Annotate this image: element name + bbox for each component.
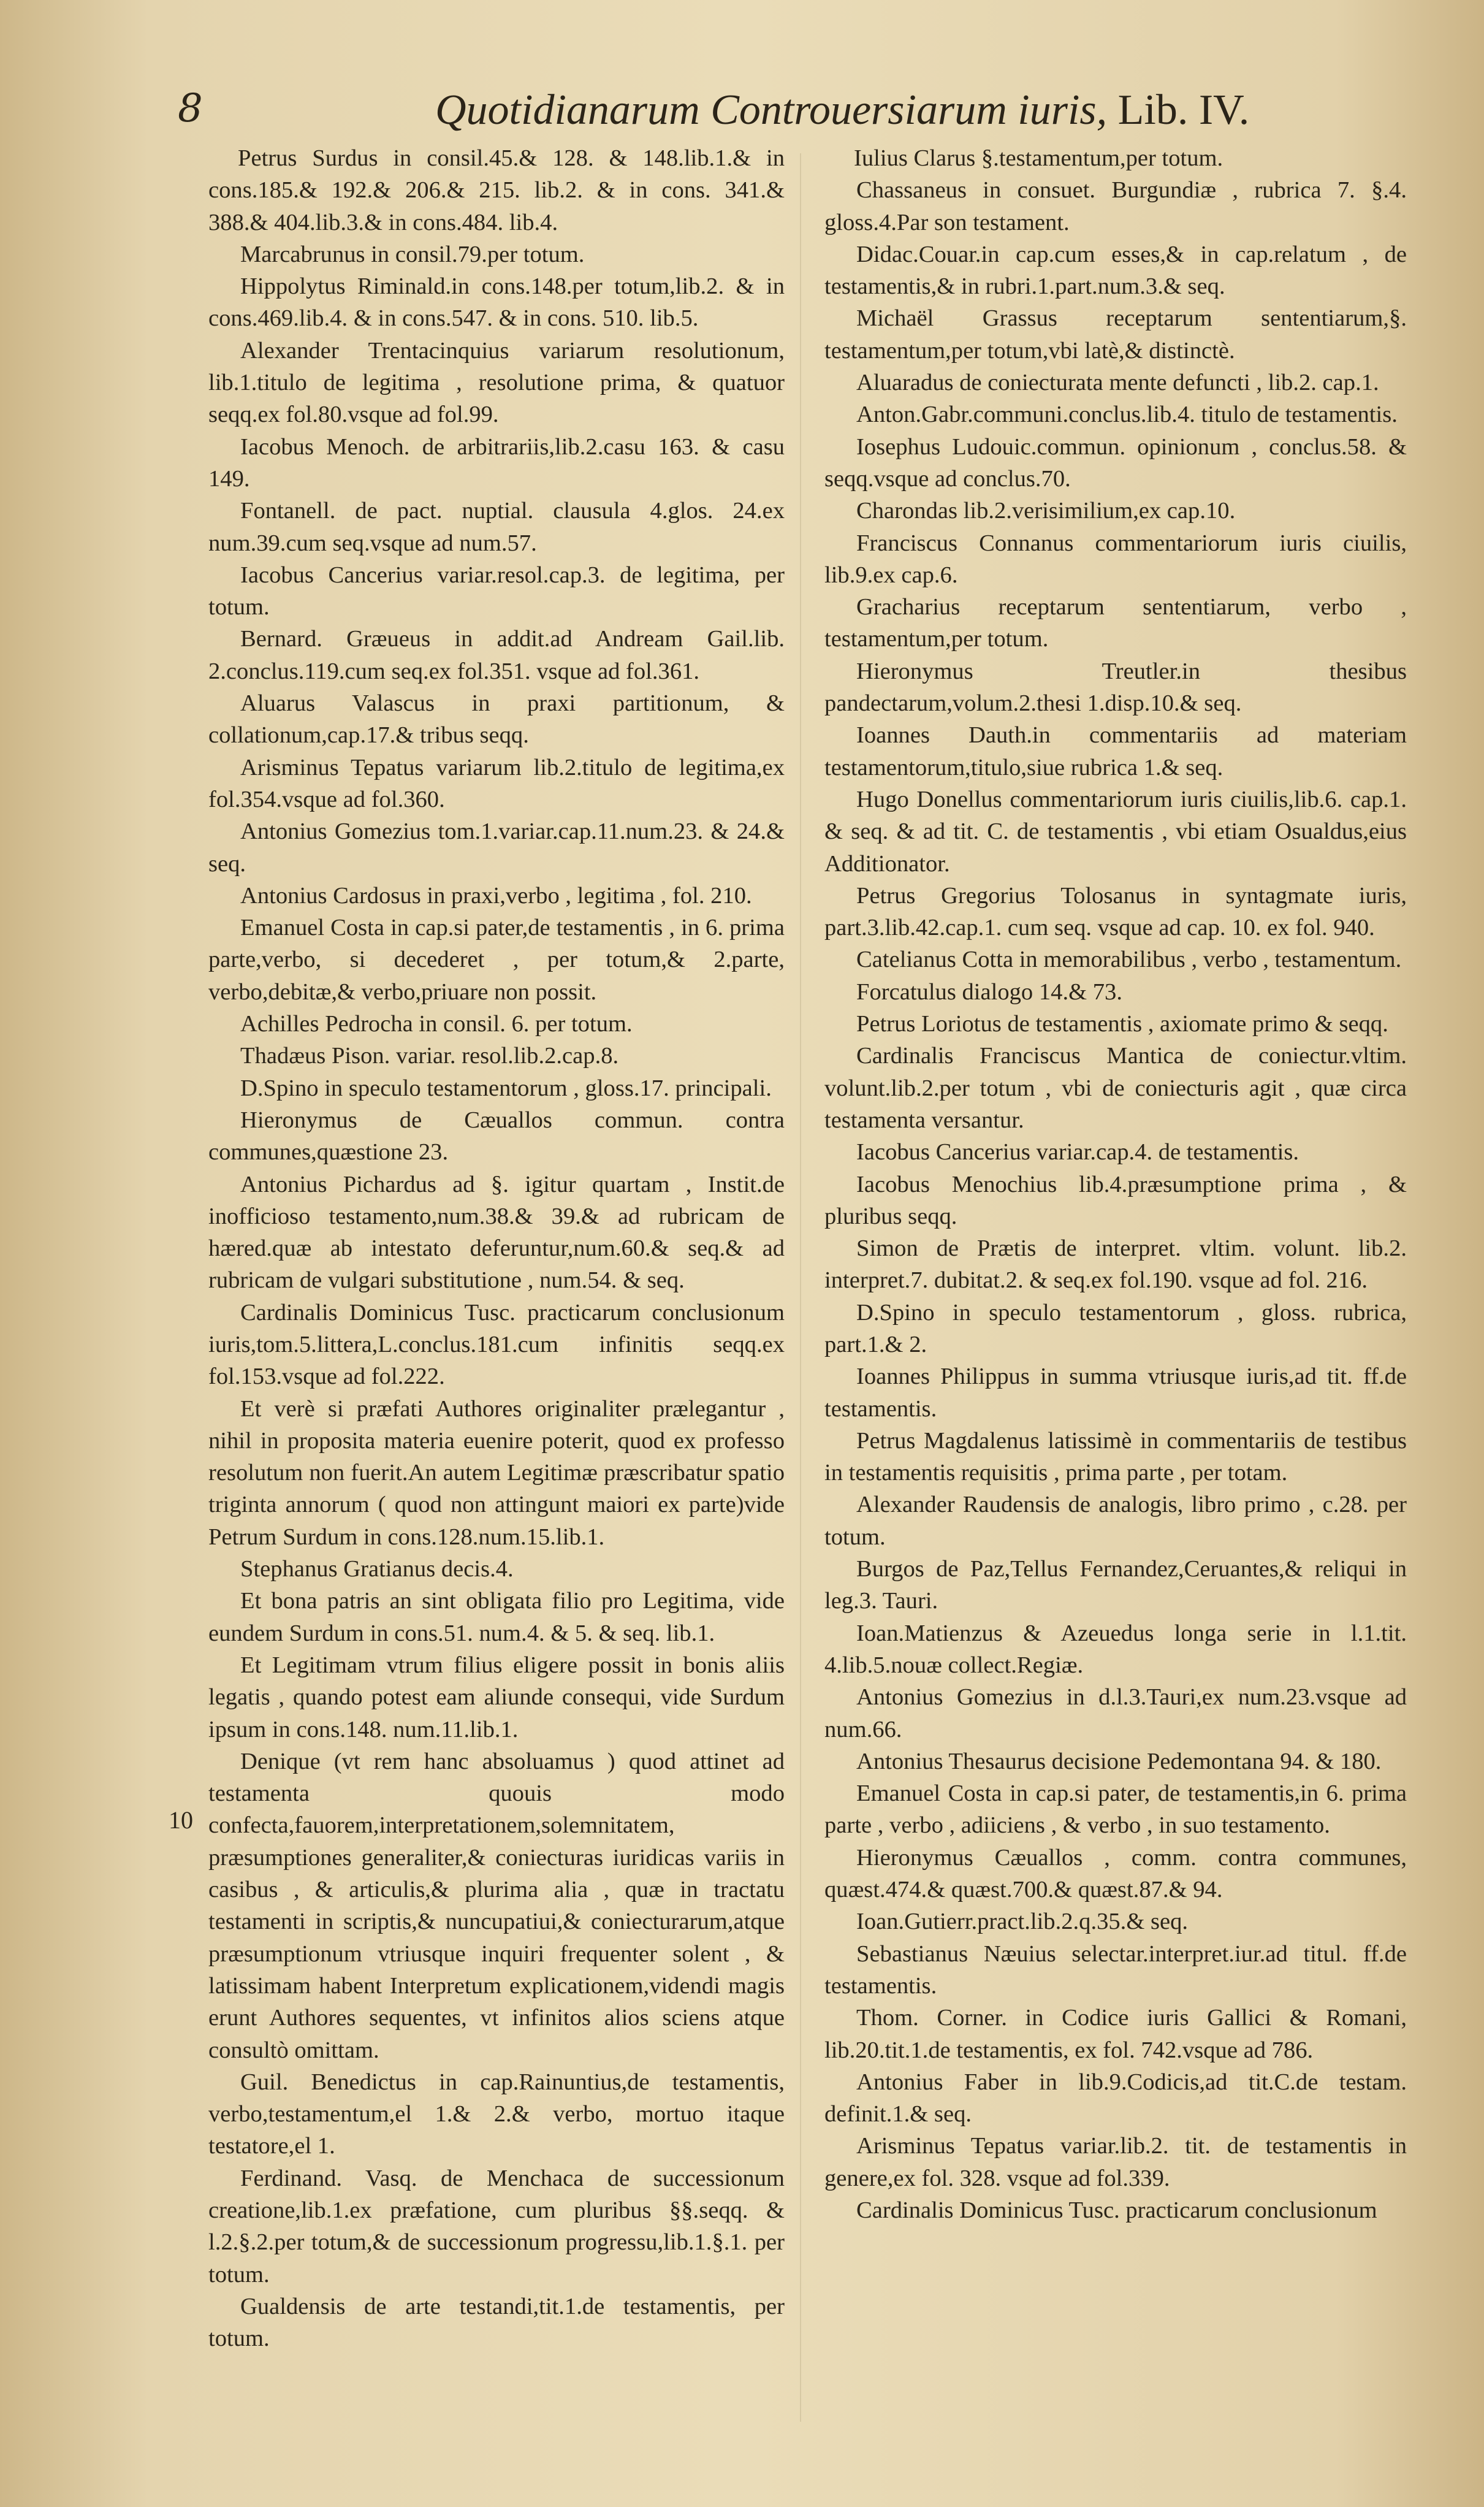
citation-entry: D.Spino in speculo testamentorum , gloss.17. principali. (240, 1075, 772, 1101)
citation-entry: Antonius Cardosus in praxi,verbo , legitima , fol. 210. (240, 882, 752, 909)
citation-entry: Guil. Benedictus in cap.Rainuntius,de testamentis, verbo,testamentum,el 1.& 2.& verbo, mortuo itaque testatore,el 1. (208, 2069, 785, 2159)
citation-entry: Anton.Gabr.communi.conclus.lib.4. titulo de testamentis. (856, 402, 1398, 428)
citation-entry: Charondas lib.2.verisimilium,ex cap.10. (856, 498, 1236, 524)
citation-entry: Antonius Faber in lib.9.Codicis,ad tit.C.de testam. definit.1.& seq. (824, 2069, 1407, 2127)
page-number: 8 (178, 86, 203, 131)
citation-entry: Cardinalis Franciscus Mantica de coniectur.vltim. volunt.lib.2.per totum , vbi de coniecturis agit , quæ circa testamenta versantur. (824, 1043, 1407, 1133)
citation-entry: Denique (vt rem hanc absoluamus ) quod attinet ad testamenta quouis modo confecta,fauorem,interpretationem,solemnitatem, præsumptiones generaliter,& coniecturas iuridicas variis in casibus , & articulis,& plurima alia , quæ in tractatu testamenti in scriptis,& nuncupatiui,& coniecturarum,atque præsumptionum vtriusque inquiri frequenter solent , & latissimam habent Interpretum explicationem,videndi magis erunt Authores sequentes, vt infinitos alios sciens atque consultò omittam. (208, 1748, 785, 2063)
citation-entry: Et Legitimam vtrum filius eligere possit in bonis aliis legatis , quando potest eam aliunde consequi, vide Surdum ipsum in cons.148. num.11.lib.1. (208, 1652, 785, 1742)
citation-entry: Thom. Corner. in Codice iuris Gallici & Romani, lib.20.tit.1.de testamentis, ex fol. 742.vsque ad 786. (824, 2005, 1407, 2063)
citation-entry: Ferdinand. Vasq. de Menchaca de successionum creatione,lib.1.ex præfatione, cum pluribus §§.seqq. & l.2.§.2.per totum,& de successionum progressu,lib.1.§.1. per totum. (208, 2165, 785, 2288)
citation-entry: Gracharius receptarum sententiarum, verbo , testamentum,per totum. (824, 594, 1407, 652)
citation-entry: Emanuel Costa in cap.si pater, de testamentis,in 6. prima parte , verbo , adiiciens , & verbo , in suo testamento. (824, 1780, 1407, 1839)
citation-entry: Cardinalis Dominicus Tusc. practicarum conclusionum (856, 2197, 1377, 2223)
citation-entry: Franciscus Connanus commentariorum iuris ciuilis, lib.9.ex cap.6. (824, 530, 1407, 588)
citation-entry: Stephanus Gratianus decis.4. (240, 1556, 514, 1582)
citation-entry: Petrus Gregorius Tolosanus in syntagmate iuris, part.3.lib.42.cap.1. cum seq. vsque ad cap. 10. ex fol. 940. (824, 882, 1407, 941)
citation-entry: Alexander Raudensis de analogis, libro primo , c.28. per totum. (824, 1492, 1407, 1550)
citation-entry: Arisminus Tepatus variar.lib.2. tit. de testamentis in genere,ex fol. 328. vsque ad fol.339. (824, 2133, 1407, 2191)
citation-entry: Iacobus Menochius lib.4.præsumptione prima , & pluribus seqq. (824, 1171, 1407, 1229)
citation-entry: Ioannes Philippus in summa vtriusque iuris,ad tit. ff.de testamentis. (824, 1364, 1407, 1422)
citation-entry: Hieronymus de Cæuallos commun. contra communes,quæstione 23. (208, 1107, 785, 1166)
right-column (824, 142, 1407, 2226)
citation-entry: Antonius Thesaurus decisione Pedemontana 94. & 180. (856, 1748, 1382, 1774)
citation-entry: Ioan.Matienzus & Azeuedus longa serie in l.1.tit. 4.lib.5.nouæ collect.Regiæ. (824, 1620, 1407, 1678)
citation-entry: Petrus Magdalenus latissimè in commentariis de testibus in testamentis requisitis , prima parte , per totam. (824, 1427, 1407, 1486)
citation-entry: Ioan.Gutierr.pract.lib.2.q.35.& seq. (856, 1909, 1189, 1935)
citation-entry: Alexander Trentacinquius variarum resolutionum, lib.1.titulo de legitima , resolutione prima, & quatuor seqq.ex fol.80.vsque ad fol.99. (208, 337, 785, 428)
citation-entry: Thadæus Pison. variar. resol.lib.2.cap.8. (240, 1043, 619, 1069)
citation-entry: Achilles Pedrocha in consil. 6. per totum. (240, 1011, 633, 1037)
citation-entry: Iacobus Cancerius variar.cap.4. de testamentis. (856, 1139, 1299, 1166)
citation-entry: Cardinalis Dominicus Tusc. practicarum conclusionum iuris,tom.5.littera,L.conclus.181.cum infinitis seqq.ex fol.153.vsque ad fol.222. (208, 1299, 785, 1390)
citation-entry: Emanuel Costa in cap.si pater,de testamentis , in 6. prima parte,verbo, si decederet , per totum,& 2.parte, verbo,debitæ,& verbo,priuare non possit. (208, 915, 785, 1005)
citation-entry: Didac.Couar.in cap.cum esses,& in cap.relatum , de testamentis,& in rubri.1.part.num.3.& seq. (824, 241, 1407, 300)
citation-entry: Michaël Grassus receptarum sententiarum,§. testamentum,per totum,vbi latè,& distinctè. (824, 305, 1407, 364)
citation-entry: Bernard. Græueus in addit.ad Andream Gail.lib. 2.conclus.119.cum seq.ex fol.351. vsque ad fol.361. (208, 626, 785, 684)
citation-entry: Forcatulus dialogo 14.& 73. (856, 979, 1122, 1005)
margin-number: 10 (169, 1806, 193, 1834)
citation-entry: Hieronymus Treutler.in thesibus pandectarum,volum.2.thesi 1.disp.10.& seq. (824, 658, 1407, 717)
citation-entry: Hieronymus Cæuallos , comm. contra communes, quæst.474.& quæst.700.& quæst.87.& 94. (824, 1844, 1407, 1903)
book-number: Lib. IV. (1117, 86, 1250, 134)
running-title-text: Quotidianarum Controuersiarum iuris, (435, 86, 1108, 134)
citation-entry: Iacobus Cancerius variar.resol.cap.3. de legitima, per totum. (208, 562, 785, 620)
citation-entry: Petrus Loriotus de testamentis , axiomate primo & seqq. (856, 1011, 1388, 1037)
left-column (208, 142, 785, 2354)
citation-entry: Arisminus Tepatus variarum lib.2.titulo de legitima,ex fol.354.vsque ad fol.360. (208, 754, 785, 812)
citation-entry: Catelianus Cotta in memorabilibus , verbo , testamentum. (856, 947, 1402, 973)
citation-entry: Burgos de Paz,Tellus Fernandez,Ceruantes,& reliqui in leg.3. Tauri. (824, 1556, 1407, 1614)
column-gutter (800, 153, 801, 2422)
citation-entry: Aluaradus de coniecturata mente defuncti , lib.2. cap.1. (856, 370, 1379, 396)
citation-entry: Fontanell. de pact. nuptial. clausula 4.glos. 24.ex num.39.cum seq.vsque ad num.57. (208, 498, 785, 556)
citation-entry: Iulius Clarus §.testamentum,per totum. (854, 145, 1223, 171)
citation-entry: Chassaneus in consuet. Burgundiæ , rubrica 7. §.4. gloss.4.Par son testament. (824, 177, 1407, 235)
citation-entry: Gualdensis de arte testandi,tit.1.de testamentis, per totum. (208, 2293, 785, 2352)
citation-entry: Antonius Pichardus ad §. igitur quartam , Instit.de inofficioso testamento,num.38.& 39.& ad rubricam de hæred.quæ ab intestato deferuntur,num.60.& seq.& ad rubricam de vulgari substitutione , num.54. & seq. (208, 1171, 785, 1294)
citation-entry: Hugo Donellus commentariorum iuris ciuilis,lib.6. cap.1. & seq. & ad tit. C. de testamentis , vbi etiam Osualdus,eius Additionator. (824, 786, 1407, 877)
citation-entry: Marcabrunus in consil.79.per totum. (240, 241, 585, 267)
citation-entry: Hippolytus Riminald.in cons.148.per totum,lib.2. & in cons.469.lib.4. & in cons.547. & in cons. 510. lib.5. (208, 273, 785, 332)
citation-entry: D.Spino in speculo testamentorum , gloss. rubrica, part.1.& 2. (824, 1299, 1407, 1357)
citation-entry: Antonius Gomezius tom.1.variar.cap.11.num.23. & 24.& seq. (208, 818, 785, 877)
running-title (435, 86, 1249, 135)
citation-entry: Et verè si præfati Authores originaliter prælegantur , nihil in proposita materia euenire poterit, quod ex professo resolutum non fuerit.An autem Legitimæ præscribatur spatio triginta annorum ( quod non attingunt maiori ex parte)vide Petrum Surdum in cons.128.num.15.lib.1. (208, 1395, 785, 1550)
citation-entry: Iosephus Ludouic.commun. opinionum , conclus.58. & seqq.vsque ad conclus.70. (824, 433, 1407, 492)
citation-entry: Sebastianus Næuius selectar.interpret.iur.ad titul. ff.de testamentis. (824, 1940, 1407, 1999)
citation-entry: Simon de Prætis de interpret. vltim. volunt. lib.2. interpret.7. dubitat.2. & seq.ex fol.190. vsque ad fol. 216. (824, 1235, 1407, 1294)
citation-entry: Petrus Surdus in consil.45.& 128. & 148.lib.1.& in cons.185.& 192.& 206.& 215. lib.2. & in cons. 341.& 388.& 404.lib.3.& in cons.484. lib.4. (208, 145, 785, 235)
citation-entry: Iacobus Menoch. de arbitrariis,lib.2.casu 163. & casu 149. (208, 433, 785, 492)
citation-entry: Aluarus Valascus in praxi partitionum, & collationum,cap.17.& tribus seqq. (208, 690, 785, 749)
citation-entry: Ioannes Dauth.in commentariis ad materiam testamentorum,titulo,siue rubrica 1.& seq. (824, 722, 1407, 780)
citation-entry: Antonius Gomezius in d.l.3.Tauri,ex num.23.vsque ad num.66. (824, 1684, 1407, 1742)
citation-entry: Et bona patris an sint obligata filio pro Legitima, vide eundem Surdum in cons.51. num.4. & 5. & seq. lib.1. (208, 1588, 785, 1646)
